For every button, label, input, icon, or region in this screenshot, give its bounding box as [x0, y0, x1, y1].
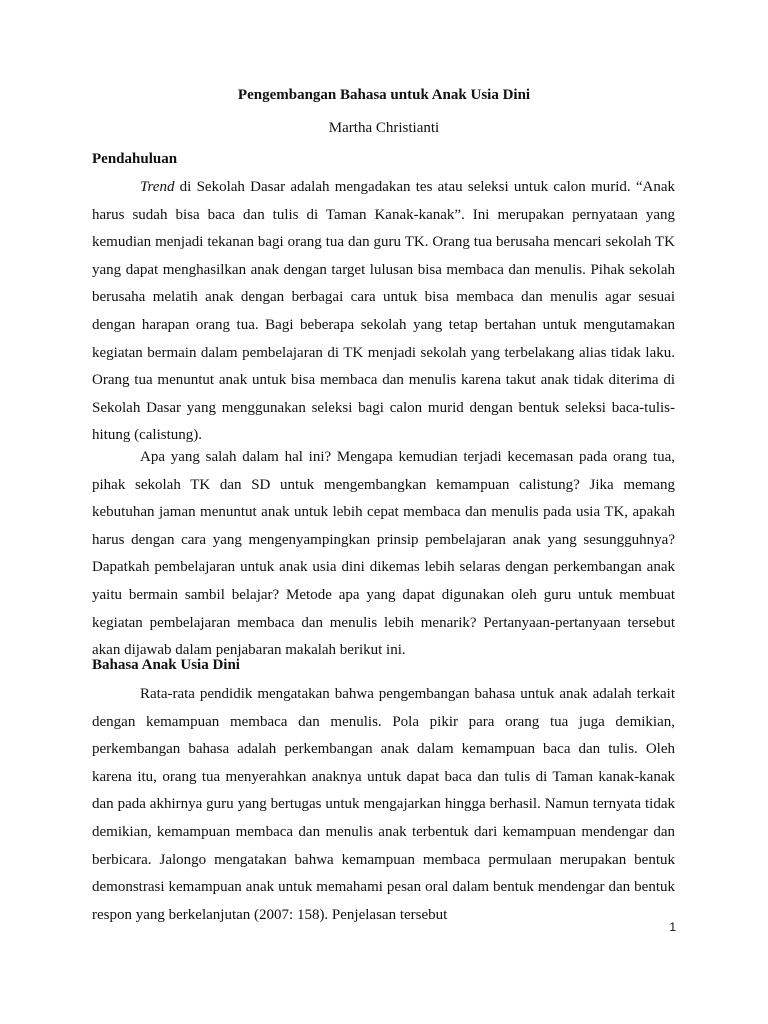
- paragraph-3: [92, 681, 675, 929]
- paragraph-1-italic-lead: Trend: [140, 179, 175, 195]
- paragraph-1: [92, 174, 675, 450]
- paragraph-2-text: Apa yang salah dalam hal ini? Mengapa kemudian terjadi kecemasan pada orang tua, pihak sekolah TK dan SD untuk mengembangkan kemampuan calistung? Jika memang kebutuhan jaman menuntut anak untuk lebih cepat membaca dan menulis pada usia TK, apakah harus dengan cara yang mengenyampingkan prinsip pembelajaran anak yang sesungguhnya? Dapatkah pembelajaran untuk anak usia dini dikemas lebih selaras dengan perkembangan anak yaitu bermain sambil belajar? Metode apa yang dapat digunakan oleh guru untuk membuat kegiatan pembelajaran membaca dan menulis lebih menarik? Pertanyaan-pertanyaan tersebut akan dijawab dalam penjabaran makalah berikut ini.: [92, 449, 675, 659]
- paragraph-1-text: di Sekolah Dasar adalah mengadakan tes atau seleksi untuk calon murid. “Anak harus sudah bisa baca dan tulis di Taman Kanak-kanak”. Ini merupakan pernyataan yang kemudian menjadi tekanan bagi orang tua dan guru TK. Orang tua berusaha mencari sekolah TK yang dapat menghasilkan anak dengan target lulusan bisa membaca dan menulis. Pihak sekolah berusaha melatih anak dengan berbagai cara untuk bisa membaca dan menulis agar sesuai dengan harapan orang tua. Bagi beberapa sekolah yang tetap bertahan untuk mengutamakan kegiatan bermain dalam pembelajaran di TK menjadi sekolah yang terbelakang alias tidak laku. Orang tua menuntut anak untuk bisa membaca dan menulis karena takut anak tidak diterima di Sekolah Dasar yang menggunakan seleksi bagi calon murid dengan bentuk seleksi baca-tulis-hitung (calistung).: [92, 179, 675, 444]
- section-heading-pendahuluan: Pendahuluan: [92, 151, 178, 167]
- document-title: Pengembangan Bahasa untuk Anak Usia Dini: [237, 87, 531, 103]
- paragraph-2: [92, 444, 675, 665]
- paragraph-3-text: Rata-rata pendidik mengatakan bahwa pengembangan bahasa untuk anak adalah terkait dengan kemampuan membaca dan menulis. Pola pikir para orang tua juga demikian, perkembangan bahasa adalah perkembangan anak dalam kemampuan baca dan tulis. Oleh karena itu, orang tua menyerahkan anaknya untuk dapat baca dan tulis di Taman kanak-kanak dan pada akhirnya guru yang bertugas untuk mengajarkan hingga berhasil. Namun ternyata tidak demikian, kemampuan membaca dan menulis anak terbentuk dari kemampuan mendengar dan berbicara. Jalongo mengatakan bahwa kemampuan membaca permulaan merupakan bentuk demonstrasi kemampuan anak untuk memahami pesan oral dalam bentuk mendengar dan bentuk respon yang berkelanjutan (2007: 158). Penjelasan tersebut: [92, 686, 675, 923]
- page-number: 1: [669, 920, 676, 934]
- document-author: Martha Christianti: [328, 120, 440, 136]
- section-heading-bahasa-anak-usia-dini: Bahasa Anak Usia Dini: [92, 657, 240, 673]
